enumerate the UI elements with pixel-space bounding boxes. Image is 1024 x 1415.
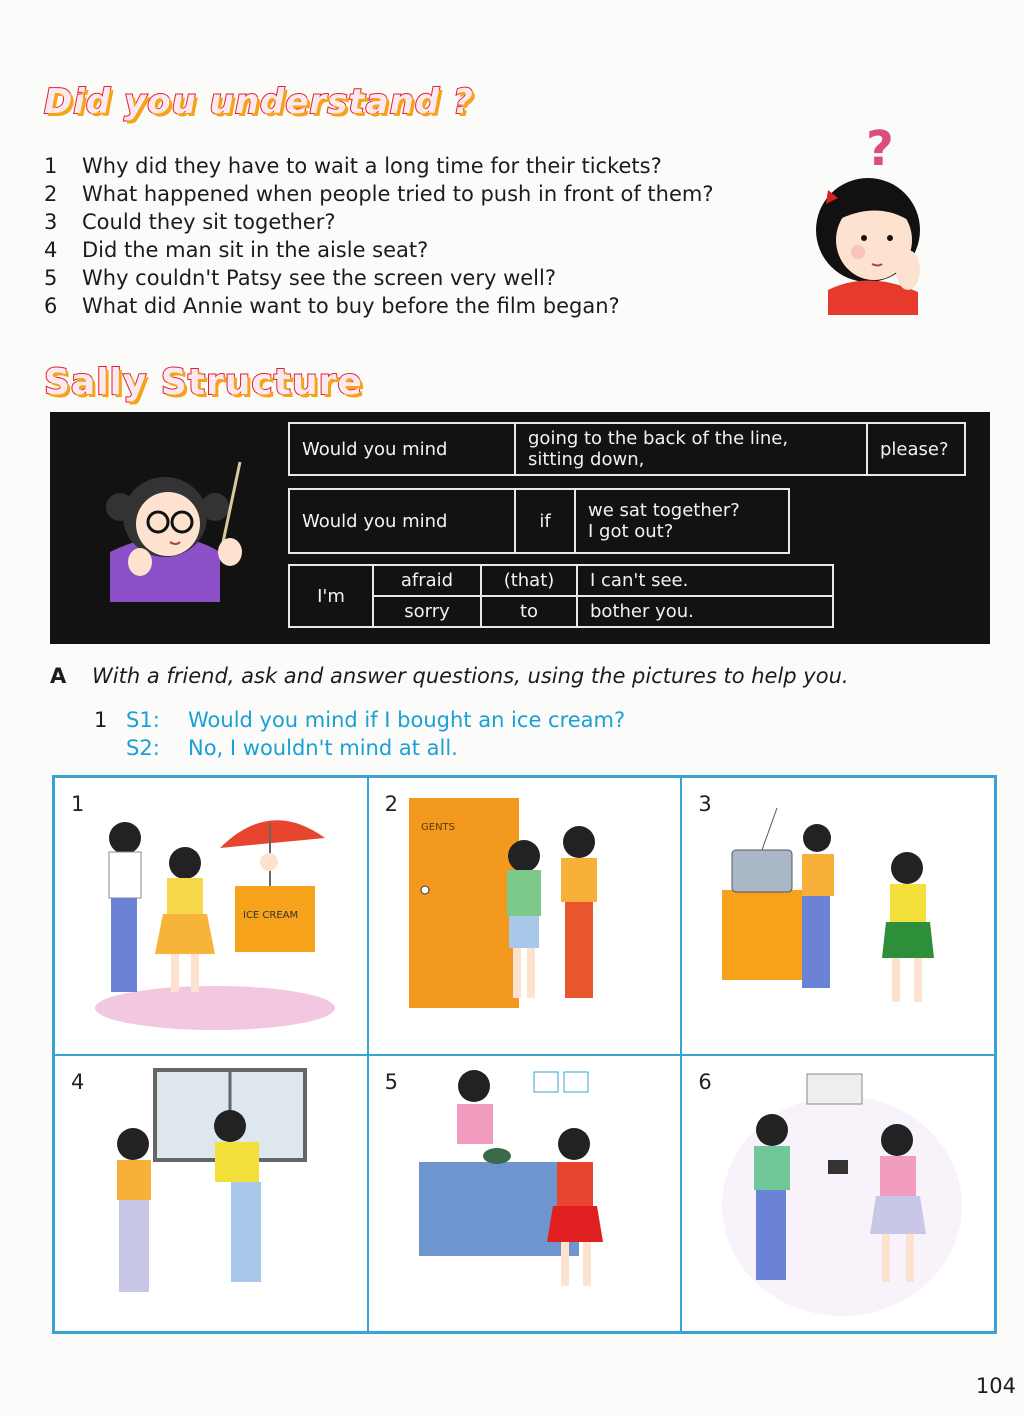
- table-cell-line: going to the back of the line,: [528, 428, 789, 449]
- picture-number: 4: [71, 1069, 85, 1094]
- table-cell: [515, 423, 867, 475]
- list-item: [44, 152, 713, 180]
- table-cell: sorry: [373, 596, 481, 627]
- section-title-did-you-understand: Did you understand ?: [44, 82, 474, 122]
- question-number: 4: [44, 238, 58, 262]
- question-number: 2: [44, 182, 58, 206]
- question-text: What did Annie want to buy before the film began?: [82, 294, 620, 318]
- table-cell: Would you mind: [289, 423, 515, 475]
- list-item: [44, 264, 713, 292]
- list-item: [44, 236, 713, 264]
- table-cell: if: [515, 489, 575, 553]
- question-text: Could they sit together?: [82, 210, 336, 234]
- picture-cell-2: [368, 777, 682, 1055]
- speaker-line: Would you mind if I bought an ice cream?: [188, 708, 626, 732]
- sally-teacher-illustration: [90, 452, 260, 602]
- section-title-sally-structure: Sally Structure: [44, 362, 363, 403]
- structure-table-3: [288, 564, 834, 628]
- list-item: [44, 208, 713, 236]
- picture-number: 2: [384, 792, 399, 816]
- structure-table-2: [288, 488, 790, 554]
- table-cell: (that): [481, 565, 577, 596]
- list-item: [44, 292, 713, 320]
- table-cell: afraid: [373, 565, 481, 596]
- exercise-letter: A: [50, 664, 67, 688]
- example-number: 1: [94, 708, 108, 732]
- question-text: Why did they have to wait a long time for their tickets?: [82, 154, 662, 178]
- table-cell: I can't see.: [577, 565, 833, 596]
- picture-cell-5: [368, 1055, 682, 1333]
- camera-scene: [682, 1056, 994, 1332]
- table-cell-line: sitting down,: [528, 449, 645, 470]
- question-text: Why couldn't Patsy see the screen very well?: [82, 266, 556, 290]
- ice-cream-stall-scene: [55, 778, 367, 1054]
- gents-sign: GENTS: [420, 822, 455, 833]
- table-cell: [575, 489, 789, 553]
- picture-grid: [52, 775, 997, 1334]
- toilet-door-scene: [369, 778, 681, 1054]
- question-number: 5: [44, 266, 58, 290]
- question-mark-icon: ?: [866, 121, 894, 177]
- picture-number: 6: [698, 1069, 712, 1094]
- table-cell-line: we sat together?: [588, 500, 740, 521]
- question-number: 6: [44, 294, 58, 318]
- loud-radio-scene: [682, 778, 994, 1054]
- speaker-line: No, I wouldn't mind at all.: [188, 736, 458, 760]
- speaker-label: S1:: [126, 708, 160, 732]
- table-cell: I'm: [289, 565, 373, 627]
- shop-counter-scene: [369, 1056, 681, 1332]
- page-number: 104: [975, 1374, 1016, 1398]
- question-number: 1: [44, 154, 58, 178]
- grammar-chalkboard: [50, 412, 990, 644]
- table-cell: to: [481, 596, 577, 627]
- table-cell: Would you mind: [289, 489, 515, 553]
- picture-number: 3: [698, 792, 712, 816]
- speaker-label: S2:: [126, 736, 160, 760]
- table-cell: please?: [867, 423, 965, 475]
- ice-cream-sign: ICE CREAM: [243, 910, 299, 921]
- question-number: 3: [44, 210, 58, 234]
- window-scene: [55, 1056, 367, 1332]
- picture-number: 1: [71, 792, 85, 816]
- table-cell: bother you.: [577, 596, 833, 627]
- picture-cell-4: [54, 1055, 368, 1333]
- exercise-instruction: [50, 664, 849, 688]
- instruction-text: With a friend, ask and answer questions, using the pictures to help you.: [92, 664, 849, 688]
- picture-cell-6: [681, 1055, 995, 1333]
- example-dialog: [94, 706, 625, 762]
- picture-number: 5: [384, 1069, 399, 1094]
- structure-table-1: [288, 422, 966, 476]
- picture-cell-1: [54, 777, 368, 1055]
- list-item: [44, 180, 713, 208]
- picture-cell-3: [681, 777, 995, 1055]
- table-cell-line: I got out?: [588, 521, 674, 542]
- thinking-girl-illustration: [808, 120, 928, 315]
- question-text: What happened when people tried to push in front of them?: [82, 182, 714, 206]
- question-list: [44, 152, 713, 320]
- question-text: Did the man sit in the aisle seat?: [82, 238, 429, 262]
